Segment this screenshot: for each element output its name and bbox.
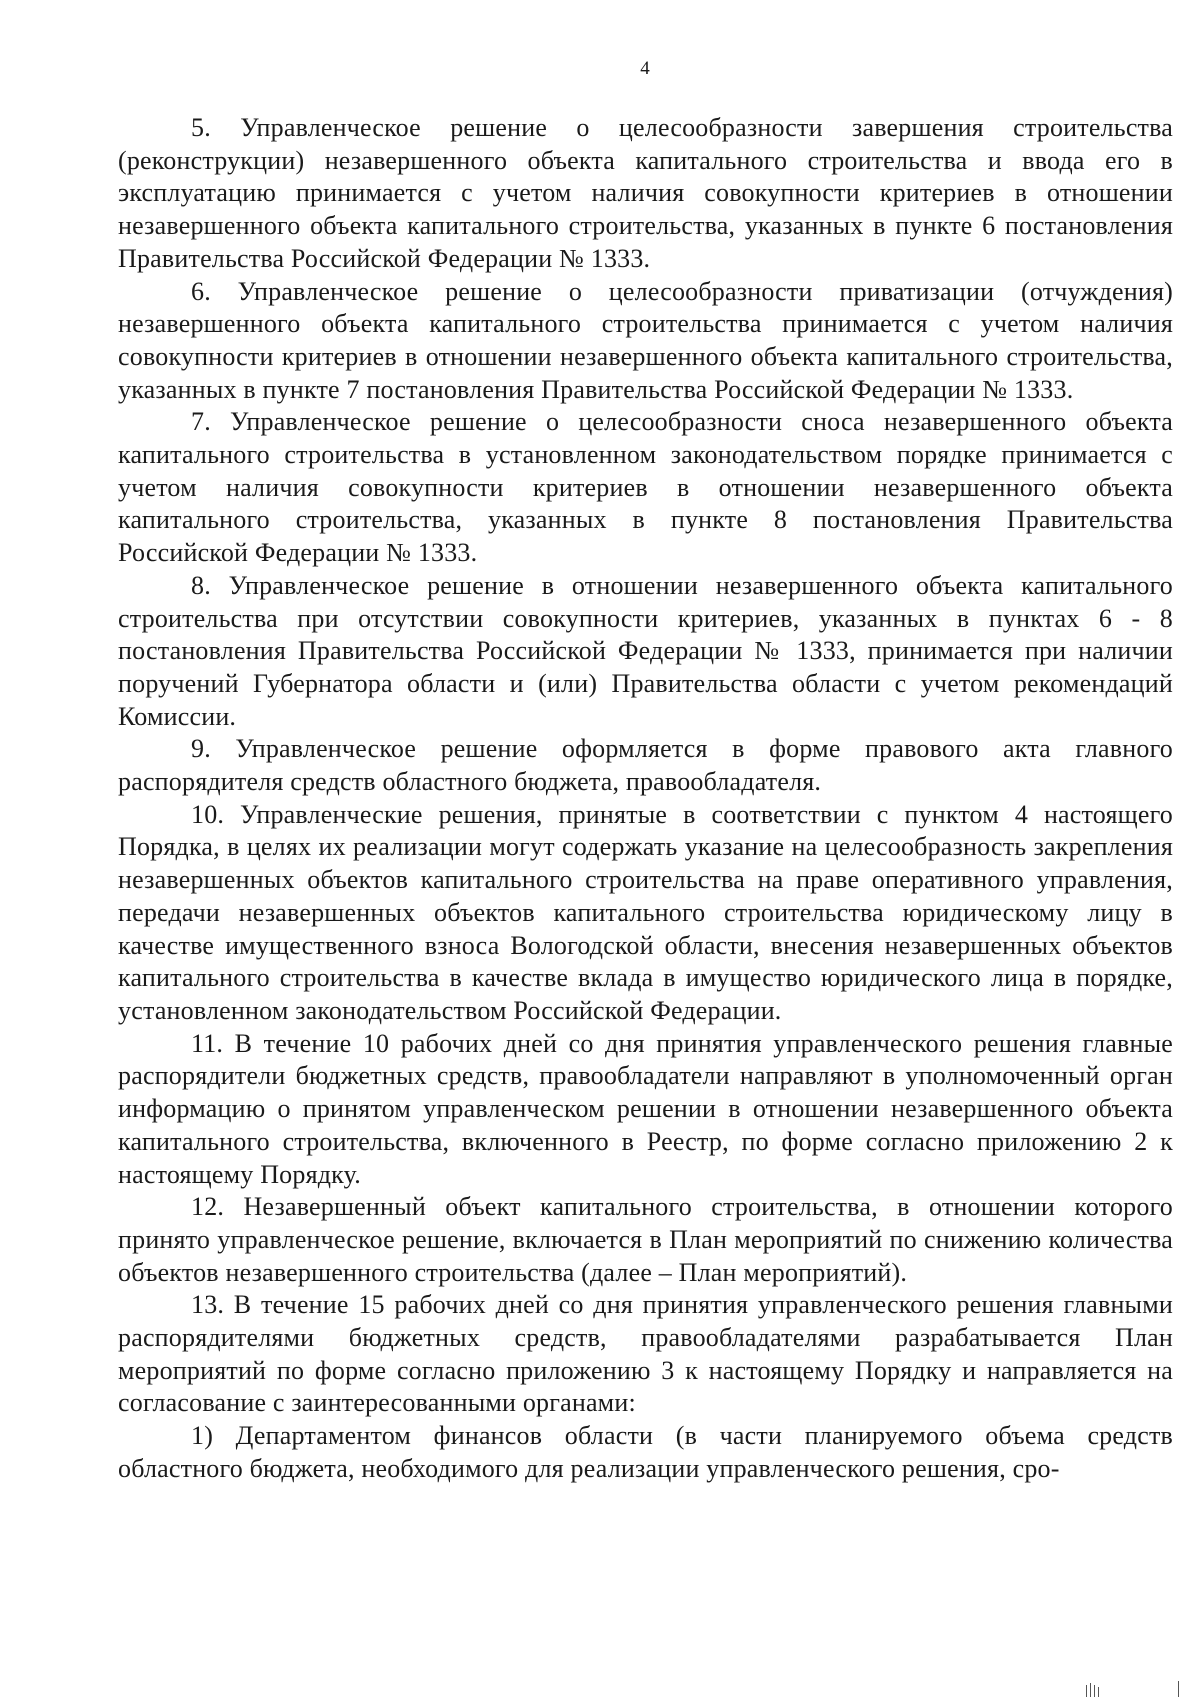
paragraph-13: 13. В течение 15 рабочих дней со дня принятия управленческого решения главными распорядителями бюджетных средств, правообладателями разрабатывается План мероприятий по форме согласно приложению 3 к настоящему Порядку и направляется на согласование с заинтересованными органами:: [118, 1290, 1173, 1418]
paragraph-11: 11. В течение 10 рабочих дней со дня принятия управленческого решения главные распорядители бюджетных средств, правообладатели направляют в уполномоченный орган информацию о принятом управленческом решении в отношении незавершенного объекта капитального строительства, включенного в Реестр, по форме согласно приложению 2 к настоящему Порядку.: [118, 1028, 1173, 1189]
paragraph-10: 10. Управленческие решения, принятые в соответствии с пунктом 4 настоящего Порядка, в целях их реализации могут содержать указание на целесообразность закрепления незавершенных объектов капитального строительства на праве оперативного управления, передачи незавершенных объектов капитального строительства юридическому лицу в качестве имущественного взноса Вологодской области, внесения незавершенных объектов капитального строительства в качестве вклада в имущество юридического лица в порядке, установленном законодательством Российской Федерации.: [118, 799, 1173, 1025]
paragraph-5: 5. Управленческое решение о целесообразности завершения строительства (реконструкции) незавершенного объекта капитального строительства и ввода его в эксплуатацию принимается с учетом наличия совокупности критериев в отношении незавершенного объекта капитального строительства, указанных в пункте 6 постановления Правительства Российской Федерации № 1333.: [118, 113, 1173, 273]
paragraph-6: 6. Управленческое решение о целесообразности приватизации (отчуждения) незавершенного объекта капитального строительства принимается с учетом наличия совокупности критериев в отношении незавершенного объекта капитального строительства, указанных в пункте 7 постановления Правительства Российской Федерации № 1333.: [118, 276, 1173, 404]
paragraph-12: 12. Незавершенный объект капитального строительства, в отношении которого принято управленческое решение, включается в План мероприятий по снижению количества объектов незавершенного строительства (далее – План мероприятий).: [118, 1192, 1173, 1287]
document-body: [118, 112, 1173, 1486]
paragraph-9: 9. Управленческое решение оформляется в форме правового акта главного распорядителя средств областного бюджета, правообладателя.: [118, 734, 1173, 797]
page-number: 4: [640, 58, 650, 79]
paragraph-13-1: 1) Департаментом финансов области (в части планируемого объема средств областного бюджета, необходимого для реализации управленческого решения, сро-: [118, 1421, 1173, 1483]
scan-edge-marks: [1086, 1679, 1186, 1697]
paragraph-8: 8. Управленческое решение в отношении незавершенного объекта капитального строительства при отсутствии совокупности критериев, указанных в пунктах 6 - 8 постановления Правительства Российской Федерации № 1333, принимается при наличии поручений Губернатора области и (или) Правительства области с учетом рекомендаций Комиссии.: [118, 570, 1173, 731]
paragraph-7: 7. Управленческое решение о целесообразности сноса незавершенного объекта капитального строительства в установленном законодательством порядке принимается с учетом наличия совокупности критериев в отношении незавершенного объекта капитального строительства, указанных в пункте 8 постановления Правительства Российской Федерации № 1333.: [118, 407, 1173, 568]
